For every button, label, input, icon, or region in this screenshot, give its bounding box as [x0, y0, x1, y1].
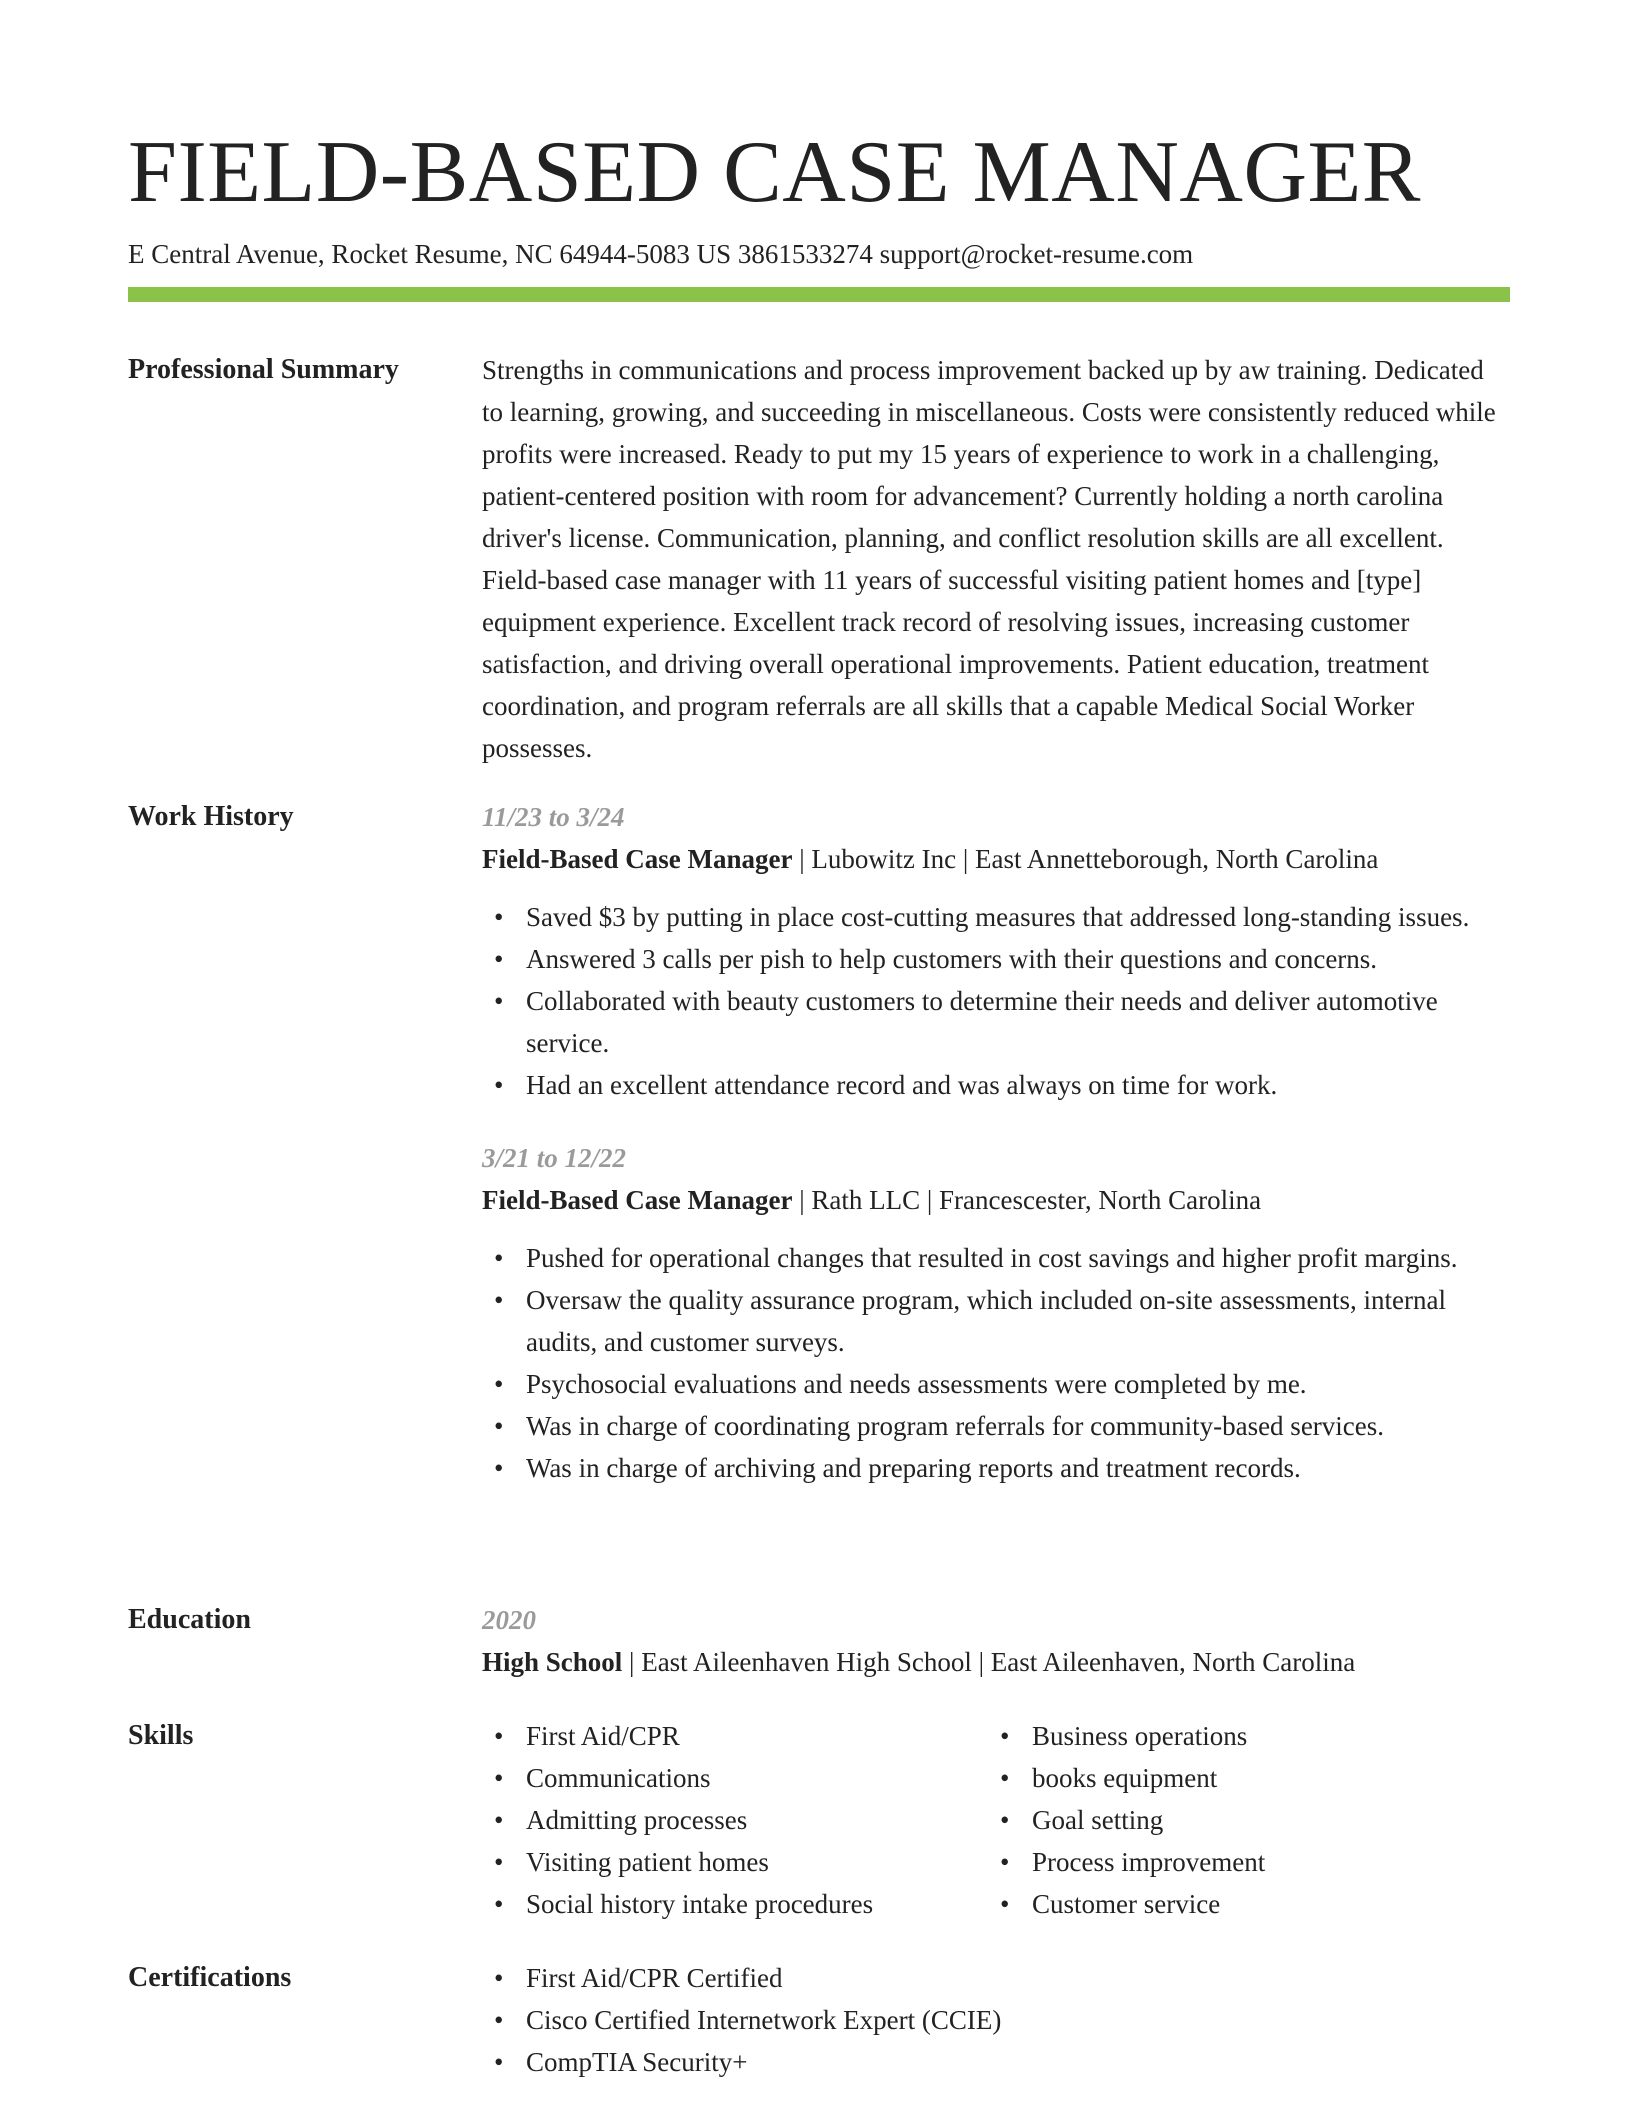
job-entry	[482, 1137, 1510, 1489]
job-heading	[482, 838, 1510, 880]
section-label-skills: Skills	[128, 1720, 194, 1751]
education-degree: High School	[482, 1647, 623, 1677]
job-bullet: • Psychosocial evaluations and needs assessments were completed by me.	[482, 1363, 1510, 1405]
skill-item: • Business operations	[988, 1715, 1494, 1757]
job-bullet: • Was in charge of archiving and preparing reports and treatment records.	[482, 1447, 1510, 1489]
job-bullets	[482, 896, 1510, 1106]
skills-body	[482, 1715, 1510, 1925]
education-school-location: | East Aileenhaven High School | East Aileenhaven, North Carolina	[622, 1647, 1356, 1677]
section-label-summary: Professional Summary	[128, 354, 399, 385]
job-bullet: • Saved $3 by putting in place cost-cutting measures that addressed long-standing issues.	[482, 896, 1510, 938]
skill-item: • Goal setting	[988, 1799, 1494, 1841]
job-heading	[482, 1179, 1510, 1221]
certification-item: • CompTIA Security+	[482, 2041, 1510, 2083]
skill-item: • Social history intake procedures	[482, 1883, 988, 1925]
job-dates: 3/21 to 12/22	[482, 1143, 627, 1173]
skill-item: • Customer service	[988, 1883, 1494, 1925]
skills-column-right	[988, 1715, 1494, 1925]
certification-item: • First Aid/CPR Certified	[482, 1957, 1510, 1999]
job-entry	[482, 796, 1510, 1106]
skill-item: • books equipment	[988, 1757, 1494, 1799]
job-bullet: • Answered 3 calls per pish to help customers with their questions and concerns.	[482, 938, 1510, 980]
candidate-name: FIELD-BASED CASE MANAGER	[128, 124, 1421, 221]
job-bullet: • Pushed for operational changes that resulted in cost savings and higher profit margins.	[482, 1237, 1510, 1279]
education-heading	[482, 1641, 1510, 1683]
job-bullets	[482, 1237, 1510, 1489]
resume-header	[128, 118, 1510, 272]
job-bullet: • Collaborated with beauty customers to determine their needs and deliver automotive service.	[482, 980, 1510, 1064]
skills-column-left	[482, 1715, 988, 1925]
section-label-certifications: Certifications	[128, 1962, 292, 1993]
certifications-body	[482, 1957, 1510, 2083]
job-bullet: • Had an excellent attendance record and was always on time for work.	[482, 1064, 1510, 1106]
job-title: Field-Based Case Manager	[482, 1185, 793, 1215]
header-divider	[128, 287, 1510, 302]
skill-item: • Communications	[482, 1757, 988, 1799]
section-label-work-history: Work History	[128, 801, 294, 832]
contact-info: E Central Avenue, Rocket Resume, NC 64944-5083 US 3861533274 support@rocket-resume.com	[128, 239, 1194, 269]
education-year: 2020	[482, 1605, 536, 1635]
work-history-body	[482, 796, 1510, 1489]
job-bullet: • Was in charge of coordinating program referrals for community-based services.	[482, 1405, 1510, 1447]
certification-item: • Cisco Certified Internetwork Expert (CCIE)	[482, 1999, 1510, 2041]
job-bullet: • Oversaw the quality assurance program, which included on-site assessments, internal audits, and customer surveys.	[482, 1279, 1510, 1363]
job-employer-location: | Rath LLC | Francescester, North Carolina	[792, 1185, 1262, 1215]
job-dates: 11/23 to 3/24	[482, 802, 625, 832]
skill-item: • Visiting patient homes	[482, 1841, 988, 1883]
section-label-education: Education	[128, 1604, 251, 1635]
job-title: Field-Based Case Manager	[482, 844, 793, 874]
education-body	[482, 1599, 1510, 1683]
job-employer-location: | Lubowitz Inc | East Annetteborough, North Carolina	[792, 844, 1379, 874]
certifications-list	[482, 1957, 1510, 2083]
summary-text: Strengths in communications and process improvement backed up by aw training. Dedicated to learning, growing, and succeeding in miscellaneous. Costs were consistently reduced while profits were increased. Ready to put my 15 years of experience to work in a challenging, patient-centered position with room for advancement? Currently holding a north carolina driver's license. Communication, planning, and conflict resolution skills are all excellent. Field-based case manager with 11 years of successful visiting patient homes and [type] equipment experience. Excellent track record of resolving issues, increasing customer satisfaction, and driving overall operational improvements. Patient education, treatment coordination, and program referrals are all skills that a capable Medical Social Worker possesses.	[482, 355, 1496, 763]
skill-item: • Admitting processes	[482, 1799, 988, 1841]
skill-item: • First Aid/CPR	[482, 1715, 988, 1757]
skill-item: • Process improvement	[988, 1841, 1494, 1883]
